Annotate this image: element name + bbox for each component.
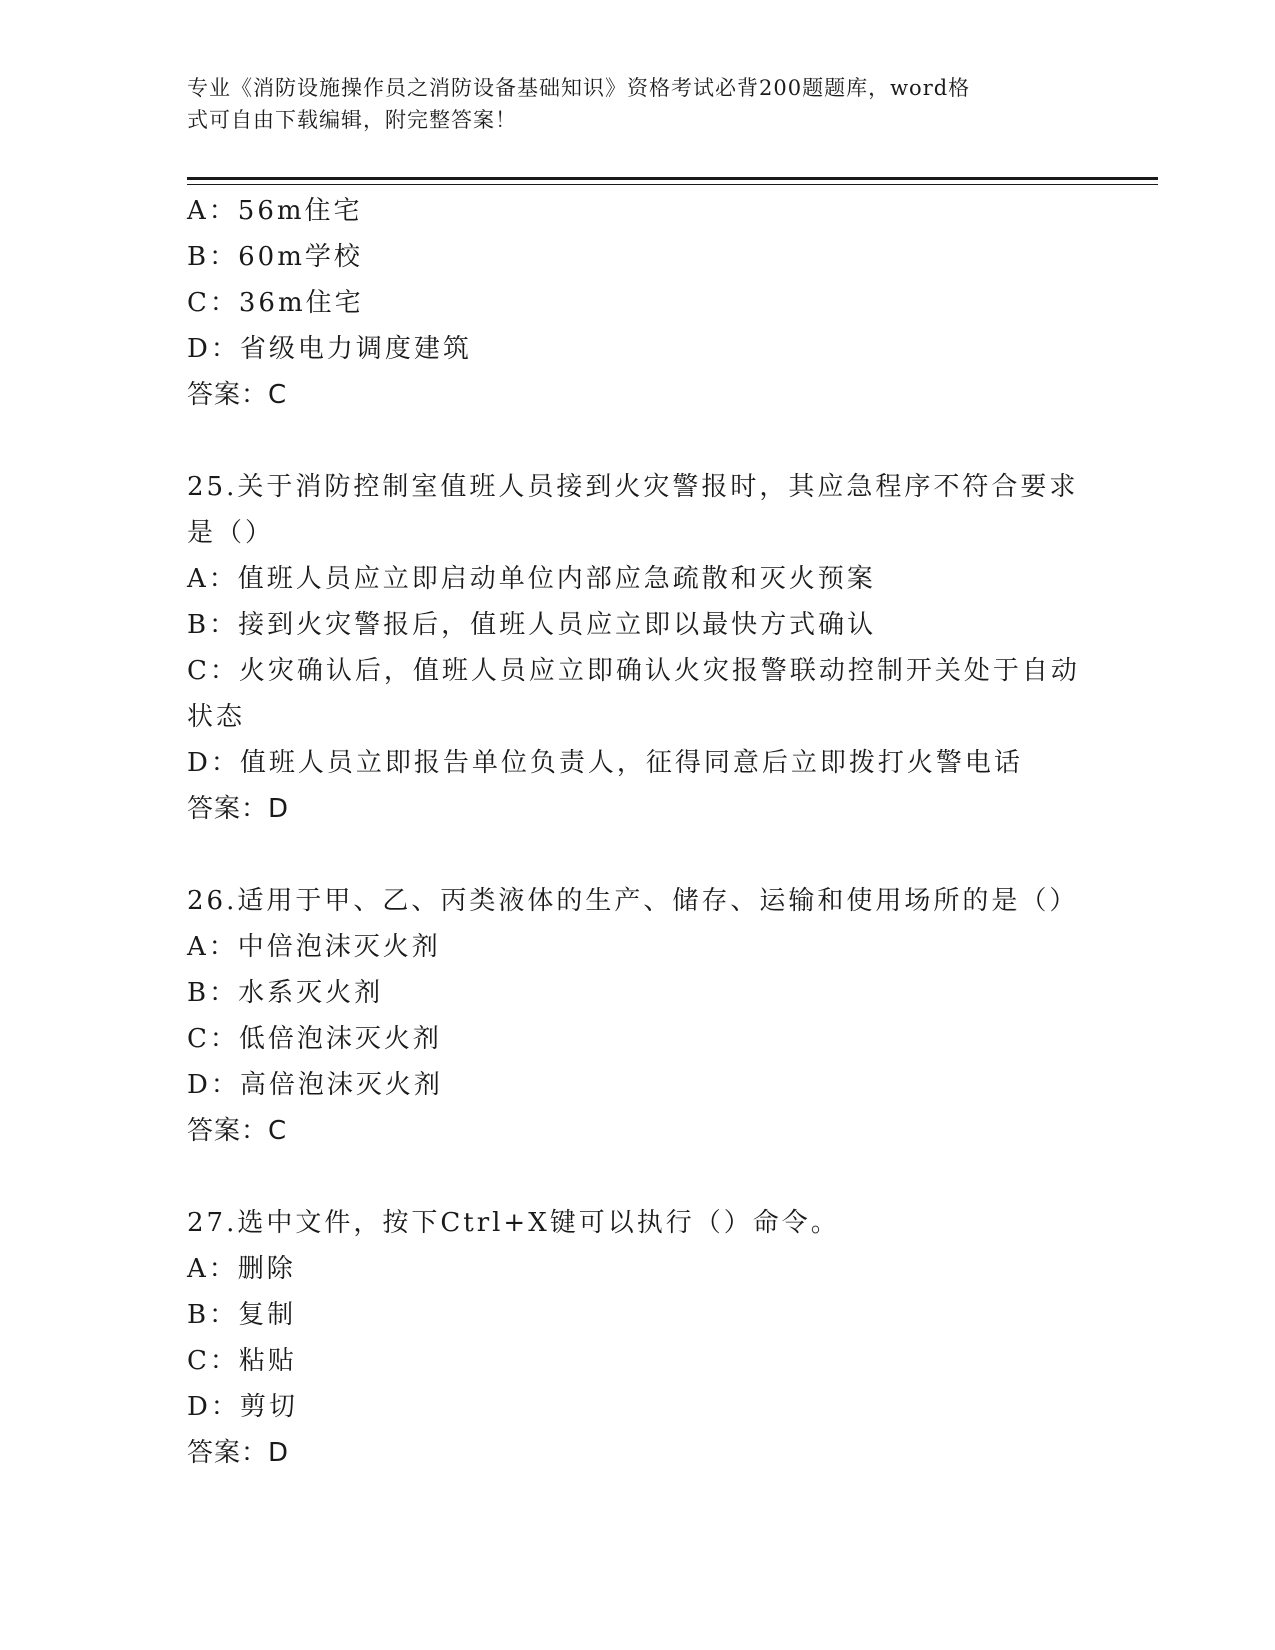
question-27	[187, 1200, 1087, 1476]
option-b: B：复制	[187, 1300, 297, 1330]
option-c: C：低倍泡沫灭火剂	[187, 1024, 442, 1054]
option-a: A：中倍泡沫灭火剂	[187, 932, 441, 962]
option-c: C：36m住宅	[187, 288, 364, 318]
header-divider-thin	[187, 184, 1158, 185]
question-stem: 27.选中文件，按下Ctrl+X键可以执行（）命令。	[187, 1208, 840, 1238]
header-divider-thick	[187, 177, 1158, 180]
question-stem: 25.关于消防控制室值班人员接到火灾警报时，其应急程序不符合要求	[187, 472, 1079, 502]
option-c: C：粘贴	[187, 1346, 297, 1376]
option-b: B：60m学校	[187, 242, 363, 272]
header-line-2: 式可自由下载编辑，附完整答案！	[187, 108, 517, 132]
option-a: A：删除	[187, 1254, 296, 1284]
option-d: D：省级电力调度建筑	[187, 334, 472, 364]
question-spacer	[187, 1154, 1087, 1200]
document-header	[187, 72, 1067, 136]
question-26	[187, 878, 1087, 1154]
option-d: D：值班人员立即报告单位负责人，征得同意后立即拨打火警电话	[187, 748, 1023, 778]
question-spacer	[187, 832, 1087, 878]
question-25	[187, 464, 1087, 832]
option-b: B：接到火灾警报后，值班人员应立即以最快方式确认	[187, 610, 877, 640]
question-list	[187, 188, 1087, 1476]
answer-line: 答案：C	[187, 1116, 288, 1146]
question-24	[187, 188, 1087, 418]
option-a: A：值班人员应立即启动单位内部应急疏散和灭火预案	[187, 564, 876, 594]
option-a: A：56m住宅	[187, 196, 363, 226]
option-c-continued: 状态	[187, 702, 246, 732]
header-line-1: 专业《消防设施操作员之消防设备基础知识》资格考试必背200题题库，word格	[187, 76, 971, 100]
question-stem: 26.适用于甲、乙、丙类液体的生产、储存、运输和使用场所的是（）	[187, 886, 1079, 916]
option-b: B：水系灭火剂	[187, 978, 384, 1008]
answer-line: 答案：D	[187, 794, 290, 824]
answer-line: 答案：C	[187, 380, 288, 410]
question-spacer	[187, 418, 1087, 464]
option-d: D：剪切	[187, 1392, 298, 1422]
question-stem-continued: 是（）	[187, 518, 275, 548]
option-d: D：高倍泡沫灭火剂	[187, 1070, 443, 1100]
answer-line: 答案：D	[187, 1438, 290, 1468]
option-c: C：火灾确认后，值班人员应立即确认火灾报警联动控制开关处于自动	[187, 656, 1080, 686]
